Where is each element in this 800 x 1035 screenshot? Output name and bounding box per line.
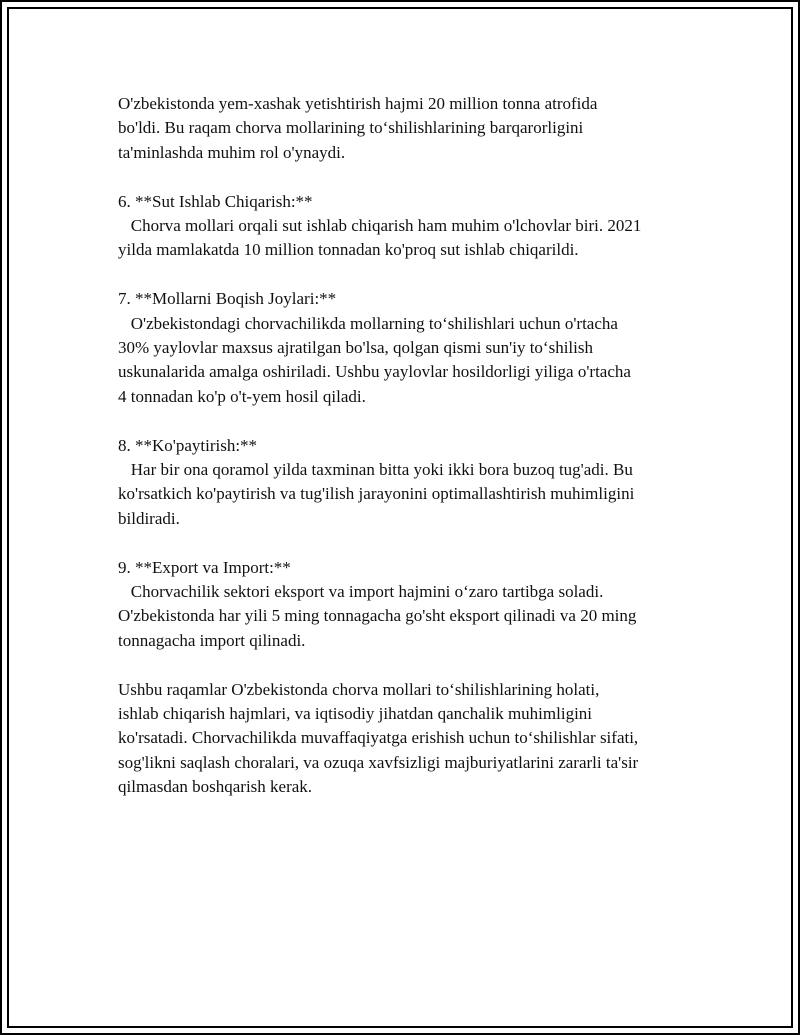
paragraph-gap — [118, 263, 698, 287]
text-line: ko'rsatkich ko'paytirish va tug'ilish jarayonini optimallashtirish muhimligini — [118, 484, 635, 504]
section-heading: 8. **Ko'paytirish:** — [118, 435, 258, 455]
text-line: O'zbekistonda yem-xashak yetishtirish hajmi 20 million tonna atrofida — [118, 94, 598, 113]
section-heading: 6. **Sut Ishlab Chiqarish:** — [118, 191, 313, 211]
section-heading: 9. **Export va Import:** — [118, 557, 291, 577]
text-line: ta'minlashda muhim rol o'ynaydi. — [118, 142, 346, 162]
text-line: tonnagacha import qilinadi. — [118, 630, 306, 650]
intro-paragraph — [118, 92, 698, 165]
section-mollarni-boqish-joylari — [118, 287, 698, 409]
text-line: O'zbekistonda har yili 5 ming tonnagacha go'sht eksport qilinadi va 20 ming — [118, 606, 637, 626]
section-kopaytirish — [118, 434, 698, 532]
text-line: 4 tonnadan ko'p o't-yem hosil qiladi. — [118, 386, 366, 406]
document-body — [118, 92, 698, 800]
paragraph-gap — [118, 653, 698, 677]
section-export-va-import — [118, 556, 698, 654]
text-line: yilda mamlakatda 10 million tonnadan ko'proq sut ishlab chiqarildi. — [118, 240, 579, 260]
text-line: Chorvachilik sektori eksport va import hajmini o‘zaro tartibga soladi. — [118, 582, 604, 602]
paragraph-gap — [118, 531, 698, 555]
text-line: Ushbu raqamlar O'zbekistonda chorva mollari to‘shilishlarining holati, — [118, 679, 600, 699]
text-line: qilmasdan boshqarish kerak. — [118, 777, 313, 797]
text-line: ko'rsatadi. Chorvachilikda muvaffaqiyatga erishish uchun to‘shilishlar sifati, — [118, 728, 639, 748]
text-line: bildiradi. — [118, 508, 180, 528]
text-line: O'zbekistondagi chorvachilikda mollarning to‘shilishlari uchun o'rtacha — [118, 313, 618, 333]
text-line: uskunalarida amalga oshiriladi. Ushbu yaylovlar hosildorligi yiliga o'rtacha — [118, 362, 631, 382]
text-line: bo'ldi. Bu raqam chorva mollarining to‘shilishlarining barqarorligini — [118, 118, 584, 138]
text-line: 30% yaylovlar maxsus ajratilgan bo'lsa, qolgan qismi sun'iy to‘shilish — [118, 338, 593, 358]
section-sut-ishlab-chiqarish — [118, 190, 698, 263]
text-line: Chorva mollari orqali sut ishlab chiqarish ham muhim o'lchovlar biri. 2021 — [118, 216, 642, 236]
text-line: ishlab chiqarish hajmlari, va iqtisodiy jihatdan qanchalik muhimligini — [118, 704, 593, 724]
text-line: sog'likni saqlash choralari, va ozuqa xavfsizligi majburiyatlarini zararli ta'sir — [118, 752, 639, 772]
section-heading: 7. **Mollarni Boqish Joylari:** — [118, 289, 337, 309]
paragraph-gap — [118, 165, 698, 189]
paragraph-gap — [118, 409, 698, 433]
text-line: Har bir ona qoramol yilda taxminan bitta yoki ikki bora buzoq tug'adi. Bu — [118, 460, 633, 480]
conclusion-paragraph — [118, 678, 698, 800]
